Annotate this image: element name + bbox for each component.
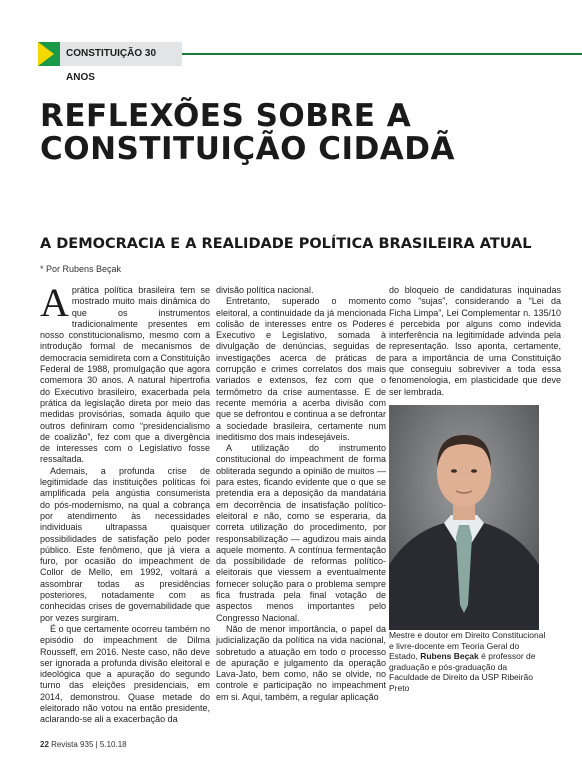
text-column-2: [216, 285, 386, 703]
paragraph: Entretanto, superado o momento eleitoral, a continuidade da já mencionada colisão de interesses entre os Poderes Executivo e Legislativo, somada à divulgação de denúncias, seguidas de investigações acerca de práticas de corrupção e crimes correlatos dos mais variados e extensos, fez com que o termômetro da crise aumentasse. E de recente memória a acerba divisão com que se defrontou e continua a se defrontar a sociedade brasileira, certamente num ineditismo dos mais indesejáveis.: [216, 296, 386, 442]
page-footer: [40, 740, 127, 749]
caption-text-end: é professor de graduação e pós-graduação da Faculdade de Direito da USP Ribeirão Preto: [389, 651, 536, 693]
paragraph: divisão política nacional.: [216, 285, 314, 295]
author-photo: [389, 405, 539, 630]
drop-cap: A: [40, 280, 69, 325]
article-title: REFLEXÕES SOBRE A CONSTITUIÇÃO CIDADÃ: [40, 98, 456, 167]
article-subtitle: A DEMOCRACIA E A REALIDADE POLÍTICA BRASILEIRA ATUAL: [40, 236, 532, 252]
paragraph: Não de menor importância, o papel da judicialização da política na vida nacional, sobretudo a atuação em todo o processo de apuração e julgamento da operação Lava-Jato, bem como, não se olvide, no controle e participação no impeachment em si. Aqui, também, a regular aplicação: [216, 623, 386, 702]
caption-author-name: Rubens Beçak: [420, 651, 479, 661]
section-tag-bar: [38, 42, 582, 83]
paragraph: É o que certamente ocorreu também no episódio do impeachment de Dilma Rousseff, em 2016. Neste caso, não deve ser ignorada a profunda divisão eleitoral e ideológica que a apuração do segundo turno das eleições presidenciais, em 2014, demonstrou. Quase metade do eleitorado não votou na então presidente, aclarando-se ali a exacerbação da: [40, 623, 210, 725]
author-portrait-image: [389, 405, 539, 630]
publication-info: Revista 935 | 5.10.18: [51, 740, 127, 749]
paragraph: Ademais, a profunda crise de legitimidade das instituições políticas foi amplificada pela angústia consumerista do pós-modernismo, na qual a cobrança por atendimento às necessidades individuais ultrapassa quaisquer possibilidades de satisfação pelo poder público. Este fenômeno, que já viera a furo, por ocasião do impeachment de Collor de Mello, em 1992, voltará a assombrar todas as presidências posteriores, notadamente com as conhecidas crises de governabilidade que por vezes surgiram.: [40, 465, 210, 623]
brazil-flag-icon: [38, 42, 60, 66]
byline: * Por Rubens Beçak: [40, 264, 122, 274]
paragraph: A utilização do instrumento constitucional do impeachment de forma obliterada segundo a opinião de muitos — para estes, ficando evidente que o que se pretendia era a deposição da mandatária em decorrência de insatisfação político-eleitoral e não, como se esperaria, da correta utilização do procedimento, por responsabilização — agudizou mais ainda aquele momento. A contínua fermentação da possibilidade de reformas político-eleitorais que viessem a eventualmente fornecer solução para o problema sempre fica frustrada pela final votação de aspectos menos importantes pelo Congresso Nacional.: [216, 443, 386, 623]
text-column-1: [40, 280, 210, 726]
paragraph-text: prática política brasileira tem se mostrado muito mais dinâmica do que os instrumentos tradicionalmente presentes em nosso constitucionalismo, mesmo com a introdução formal de mecanismos de democracia semidireta com a Constituição Federal de 1988, promulgação que agora comemora 30 anos. A natural hipertrofia do Executivo brasileiro, exacerbada pela prática da legislação direta por meio das medidas provisórias, somada àquilo que outros definiram como “presidencialismo de coalizão”, fez com que a divergência de interesses com o Legislativo fosse ressaltada.: [40, 285, 210, 465]
text-column-3: [389, 285, 561, 398]
caption-text: Mestre e doutor em Direito Constitucional e livre-docente em Teoria Geral do Estado,: [389, 630, 546, 661]
paragraph: do bloqueio de candidaturas inquinadas como “sujas”, considerando a “Lei da Ficha Limpa”, Lei Complementar n. 135/10 é percebida por alguns como indevida interferência na legitimidade advinda pela representação. Isso aponta, certamente, para a importância de uma Constituição que conseguiu sobreviver a toda essa fenomenologia, em plasticidade que deve ser lembrada.: [389, 285, 561, 397]
photo-caption: [389, 630, 549, 693]
paragraph: [40, 280, 210, 466]
page-number: 22: [40, 740, 49, 749]
section-rule: [182, 53, 582, 55]
section-tag-label: CONSTITUIÇÃO 30 ANOS: [60, 42, 182, 66]
